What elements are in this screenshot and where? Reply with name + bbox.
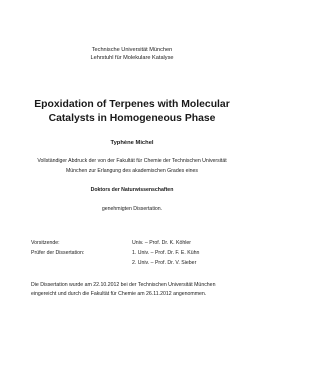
institution-name: Technische Universität München: [91, 47, 173, 53]
approved-dissertation: genehmigten Dissertation.: [101, 206, 163, 212]
examiner-1: 1. Univ. – Prof. Dr. F. E. Kühn: [132, 250, 200, 256]
chair-person: Univ. – Prof. Dr. K. Köhler: [132, 240, 192, 246]
chair-label: Vorsitzende:: [31, 240, 60, 246]
examiners-label: Prüfer der Dissertation:: [31, 250, 85, 256]
submission-line-2: eingereicht und durch die Fakultät für Chemie am 26.11.2012 angenommen.: [31, 291, 207, 297]
author-name: Typhène Michel: [110, 140, 154, 146]
thesis-title-line-2: Catalysts in Homogeneous Phase: [48, 113, 216, 124]
submission-line-1: Die Dissertation wurde am 22.10.2012 bei der Technischen Universität München: [31, 282, 216, 288]
statement-line-1: Vollständiger Abdruck der von der Fakultät für Chemie der Technischen Universität: [37, 158, 227, 164]
chair-name: Lehrstuhl für Molekulare Katalyse: [90, 55, 174, 61]
statement-line-2: München zur Erlangung des akademischen Grades eines: [65, 168, 199, 174]
examiner-2: 2. Univ. – Prof. Dr. V. Sieber: [132, 260, 197, 266]
thesis-title-line-1: Epoxidation of Terpenes with Molecular: [34, 99, 230, 110]
degree-name: Doktors der Naturwissenschaften: [90, 187, 174, 193]
